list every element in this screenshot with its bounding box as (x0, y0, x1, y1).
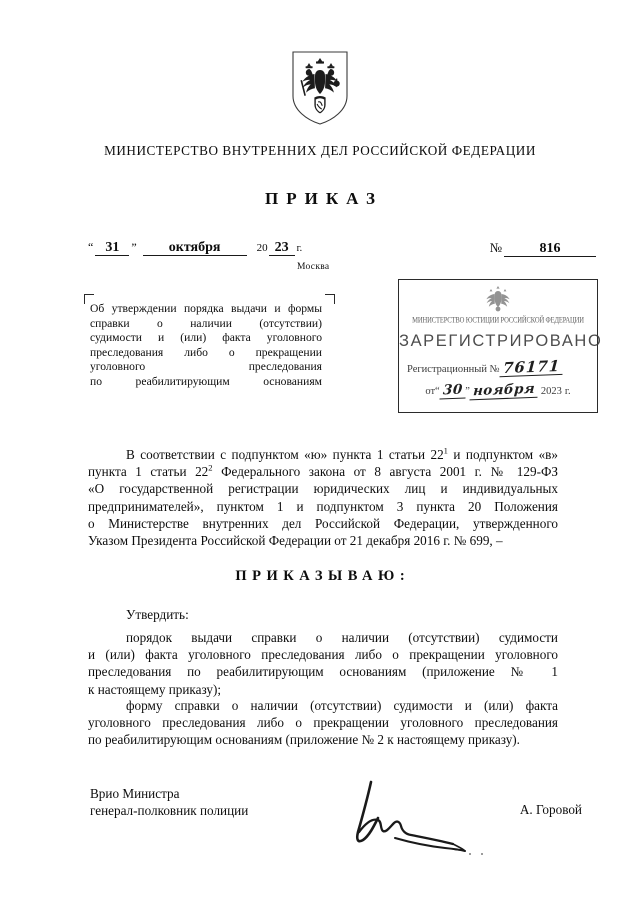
ministry-heading: МИНИСТЕРСТВО ВНУТРЕННИХ ДЕЛ РОССИЙСКОЙ ФЕДЕРАЦИИ (104, 143, 536, 158)
year-suffix: 23 (269, 240, 295, 256)
city-label: Москва (297, 262, 330, 272)
directive-item-1 (88, 629, 558, 698)
document-number-value: 816 (504, 241, 596, 257)
preamble-line-1b: и подпунктом «в» (447, 447, 559, 462)
preamble-line-4: предпринимателей», пунктом 1 и подпунктом 3 пункта 20 Положения (88, 498, 558, 514)
document-number-line (490, 240, 596, 257)
item1-line-3: преследования по реабилитирующим основаниям (приложение № 1 (88, 664, 558, 680)
subject-line-3: судимости и (или) факта уголовного (90, 331, 322, 345)
handwritten-signature-icon (345, 780, 490, 860)
signer-name: А. Горовой (519, 802, 582, 817)
subject-block (90, 302, 322, 390)
preamble-line-2a: пункта 1 статьи 22 (88, 464, 209, 480)
stamp-organization: МИНИСТЕРСТВО ЮСТИЦИИ РОССИЙСКОЙ ФЕДЕРАЦИИ (412, 316, 584, 325)
order-title: ПРИКАЗ (265, 189, 383, 208)
subject-line-6: по реабилитирующим основаниям (90, 374, 322, 388)
item2-line-2: уголовного преследования либо о прекращении уголовного преследования (88, 715, 558, 731)
month-value: октября (143, 240, 247, 256)
item1-line-1-text: порядок выдачи справки о наличии (отсутствии) судимости (126, 630, 558, 645)
preamble-line-2-sup: 2 (208, 462, 213, 473)
stamp-date-open-quote: “ (435, 386, 440, 397)
approve-word (88, 606, 558, 623)
preamble-line-6: Указом Президента Российской Федерации от 21 декабря 2016 г. № 699, – (88, 533, 503, 549)
preamble-line-5: о Министерстве внутренних дел Российской Федерации, утвержденного (88, 515, 558, 531)
year-prefix: 20 (256, 242, 268, 254)
stamp-date-close-quote: ” (465, 386, 470, 397)
stamp-reg-number-label: Регистрационный № (407, 364, 500, 375)
date-line (88, 240, 302, 256)
preamble-line-3: «О государственной регистрации юридических лиц и индивидуальных (88, 481, 558, 497)
stamp-registered-word: ЗАРЕГИСТРИРОВАНО (399, 332, 603, 350)
date-number-line (88, 240, 596, 262)
signer-position (90, 785, 248, 819)
item1-line-1 (88, 629, 558, 646)
signer-position-line-2: генерал-полковник полиции (90, 803, 249, 818)
item2-line-1-text: форму справки о наличии (отсутствии) судимости и (или) факта (126, 698, 558, 713)
subject-line-4: преследования либо о прекращении (90, 345, 322, 359)
item2-line-3: по реабилитирующим основаниям (приложение № 2 к настоящему приказу). (88, 732, 520, 748)
approve-line (88, 606, 558, 623)
directive-item-2 (88, 697, 558, 749)
day-open-quote: “ (88, 240, 94, 254)
preamble-paragraph (88, 446, 558, 549)
preamble-line-1 (88, 446, 558, 463)
subject-line-1: Об утверждении порядка выдачи и формы (90, 302, 322, 315)
stamp-date-day: 30 (439, 382, 466, 399)
day-close-quote: ” (131, 240, 137, 254)
day-value: 31 (95, 240, 129, 256)
subject-line-5: уголовного преследования (90, 360, 322, 374)
subject-line-2: справки о наличии (отсутствии) (90, 316, 322, 330)
year-mark: г. (296, 243, 303, 254)
signer-position-line-1: Врио Министра (90, 786, 180, 801)
stamp-reg-number-value: 76171 (499, 359, 563, 377)
ministry-of-justice-emblem-icon (481, 284, 515, 314)
item2-line-1 (88, 697, 558, 714)
registration-stamp (398, 279, 603, 413)
preamble-line-1a: В соответствии с подпунктом «ю» пункта 1 статьи 22 (126, 447, 444, 462)
coat-of-arms-container (0, 50, 640, 126)
subject-corner-top-right (325, 294, 335, 304)
item1-line-4: к настоящему приказу); (88, 681, 222, 697)
stamp-date-prefix: от (425, 386, 436, 397)
preamble-line-2 (88, 463, 558, 480)
preamble-line-1-sup: 1 (443, 445, 448, 456)
stamp-date-year: 2023 (540, 386, 562, 397)
preamble-line-2b: Федерального закона от 8 августа 2001 г. № 129-ФЗ (212, 464, 559, 480)
stamp-registration-number-row (407, 356, 589, 378)
stamp-date-year-mark: г. (564, 386, 571, 397)
stamp-date-month: ноября (469, 382, 538, 401)
number-sign: № (489, 240, 502, 255)
item1-line-2: и (или) факта уголовного преследования либо о прекращении уголовного (88, 647, 558, 663)
command-heading: ПРИКАЗЫВАЮ: (235, 568, 411, 584)
russian-coat-of-arms-icon (289, 50, 351, 126)
stamp-date-row (407, 380, 589, 400)
approve-word-text: Утвердить: (126, 607, 189, 622)
